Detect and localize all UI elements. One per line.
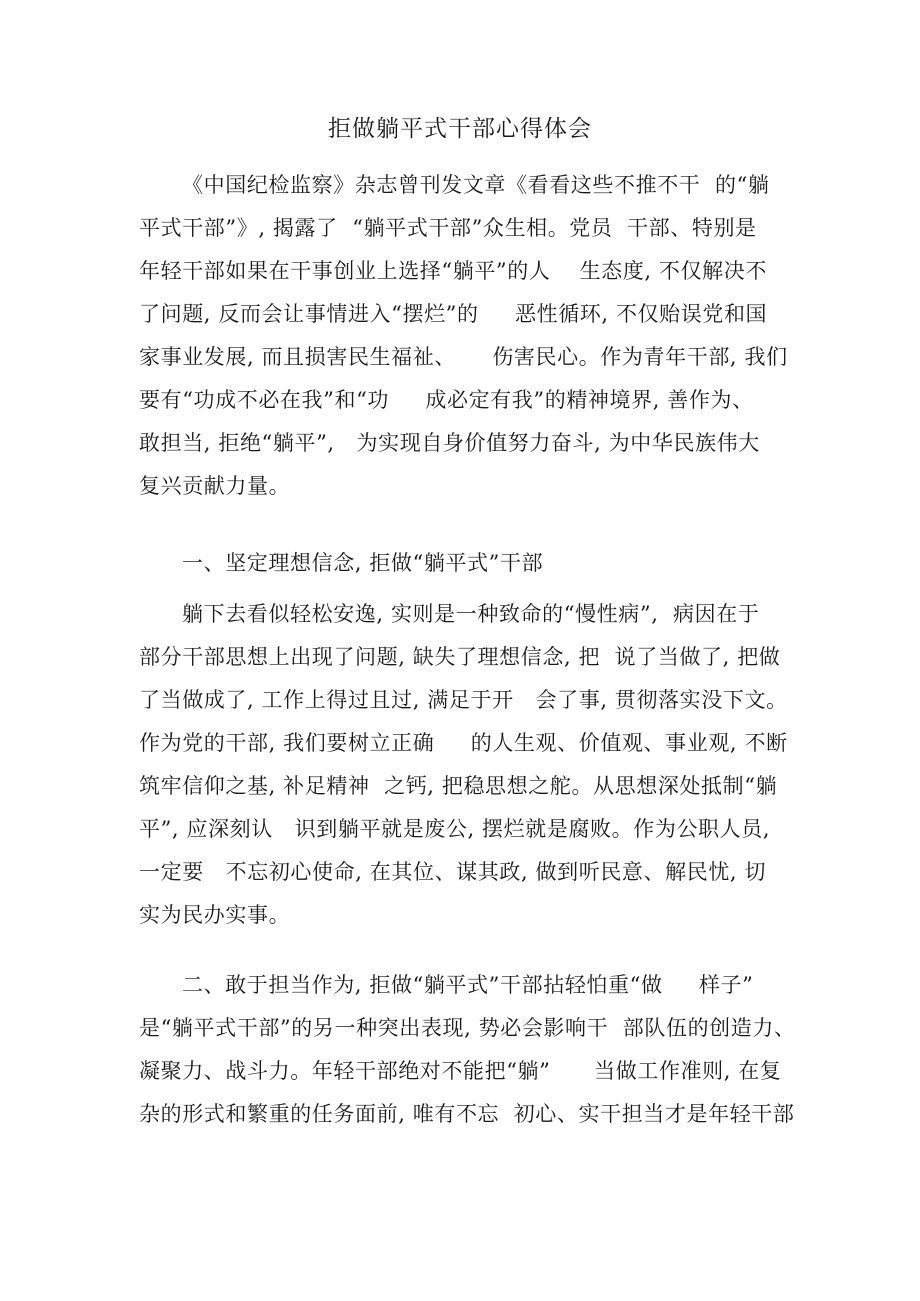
paragraph-line: 年轻干部如果在干事创业上选择“躺平”的人 生态度, 不仅解决不 — [139, 259, 767, 283]
section-heading: 二、敢于担当作为, 拒做“躺平式”干部拈轻怕重“做 样子” — [182, 973, 754, 997]
paragraph-line: 《中国纪检监察》杂志曾刊发文章《看看这些不推不干 的“躺 — [182, 173, 770, 197]
paragraph-line: 躺下去看似轻松安逸, 实则是一种致命的“慢性病”, 病因在于 — [182, 602, 760, 626]
paragraph-line: 敢担当, 拒绝“躺平”, 为实现自身价值努力奋斗, 为中华民族伟大 — [139, 431, 760, 455]
paragraph-line: 平”, 应深刻认 识到躺平就是废公, 摆烂就是腐败。作为公职人员, — [139, 817, 771, 841]
paragraph-line: 凝聚力、战斗力。年轻干部绝对不能把“躺” 当做工作准则, 在复 — [139, 1059, 782, 1083]
paragraph-line: 作为党的干部, 我们要树立正确 的人生观、价值观、事业观, 不断 — [139, 731, 788, 755]
paragraph-line: 杂的形式和繁重的任务面前, 唯有不忘 初心、实干担当才是年轻干部 — [139, 1102, 795, 1126]
paragraph-line: 筑牢信仰之基, 补足精神 之钙, 把稳思想之舵。从思想深处抵制“躺 — [139, 774, 778, 798]
paragraph-line: 了问题, 反而会让事情进入“摆烂”的 恶性循环, 不仅贻误党和国 — [139, 302, 768, 326]
paragraph-line: 复兴贡献力量。 — [139, 474, 291, 498]
paragraph-line: 实为民办实事。 — [139, 903, 291, 927]
paragraph-line: 一定要 不忘初心使命, 在其位、谋其政, 做到听民意、解民忧, 切 — [139, 860, 767, 884]
section-heading: 一、坚定理想信念, 拒做“躺平式”干部 — [182, 551, 544, 575]
paragraph-line: 是“躺平式干部”的另一种突出表现, 势必会影响干 部队伍的创造力、 — [139, 1016, 796, 1040]
paragraph-line: 平式干部”》, 揭露了 “躺平式干部”众生相。党员 干部、特别是 — [139, 216, 757, 240]
paragraph-line: 要有“功成不必在我”和“功 成必定有我”的精神境界, 善作为、 — [139, 388, 754, 412]
paragraph-line: 了当做成了, 工作上得过且过, 满足于开 会了事, 贯彻落实没下文。 — [139, 688, 788, 712]
document-title: 拒做躺平式干部心得体会 — [328, 116, 592, 142]
paragraph-line: 部分干部思想上出现了问题, 缺失了理想信念, 把 说了当做了, 把做 — [139, 645, 781, 669]
paragraph-line: 家事业发展, 而且损害民生福祉、 伤害民心。作为青年干部, 我们 — [139, 345, 788, 369]
